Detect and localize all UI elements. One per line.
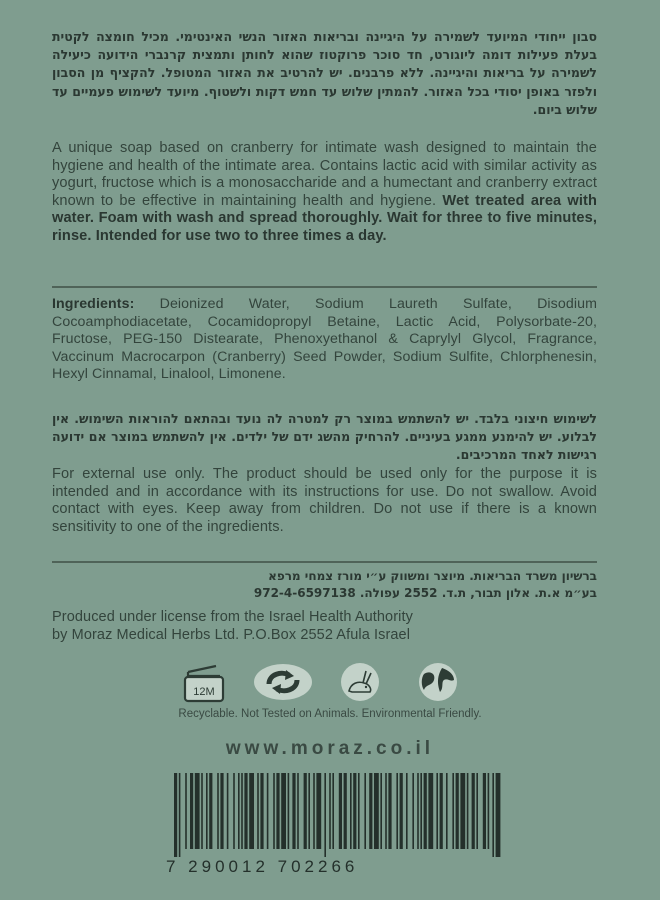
- barcode: [166, 773, 506, 883]
- ingredients-text: Deionized Water, Sodium Laureth Sulfate, Disodium Cocoamphodiacetate, Cocamidopropyl Betaine, Lactic Acid, Polysorbate-20, Fructose, PEG-150 Distearate, Phenoxyethanol & Caprylyl Glycol, Fragrance, Vaccinum Macrocarpon (Cranberry) Seed Powder, Sodium Sulfite, Chlorphenesin, Hexyl Cinnamal, Linalool, Limonene.: [52, 296, 598, 383]
- english-license-line1: Produced under license from the Israel Health Authority: [52, 609, 413, 625]
- rabbit-not-tested-icon: [336, 662, 384, 702]
- barcode-bar: [440, 773, 443, 849]
- barcode-bar: [313, 773, 315, 849]
- barcode-bar: [456, 773, 459, 849]
- eco-icons-row: [180, 662, 480, 706]
- barcode-bar: [201, 773, 203, 849]
- barcode-bar: [388, 773, 391, 849]
- barcode-bar: [369, 773, 372, 849]
- barcode-bar: [467, 773, 469, 849]
- barcode-bar: [206, 773, 208, 849]
- barcode-bar: [209, 773, 212, 849]
- barcode-bar: [396, 773, 398, 849]
- barcode-bar: [412, 773, 414, 849]
- barcode-bar: [496, 773, 501, 857]
- english-directions: Wet treated area with water. Foam with wash and spread thoroughly. Wait for three to five minutes, rinse. Intended for use two to three times a day.: [52, 192, 598, 244]
- barcode-bar: [227, 773, 229, 849]
- barcode-bar: [233, 773, 235, 849]
- english-license: [52, 608, 597, 644]
- pao-label: 12M: [193, 686, 215, 698]
- barcode-bar: [406, 773, 408, 849]
- barcode-bar: [174, 773, 177, 857]
- hebrew-license-line1: ברשיון משרד הבריאות. מיוצר ומשווק ע״י מורז צמחי מרפא: [268, 569, 597, 583]
- barcode-bar: [424, 773, 427, 849]
- english-warning: For external use only. The product should be used only for the purpose it is intended and in accordance with its instructions for use. Do not swallow. Avoid contact with eyes. Keep away from children. Do not use if there is a known sensitivity to one of the ingredients.: [52, 466, 597, 535]
- barcode-bar: [428, 773, 433, 849]
- barcode-bar: [483, 773, 486, 849]
- ingredients-block: [52, 296, 597, 384]
- barcode-bar: [260, 773, 263, 849]
- barcode-bar: [292, 773, 295, 849]
- website-url: www.moraz.co.il: [225, 738, 435, 759]
- hebrew-description: סבון ייחודי המיועד לשמירה על היגיינה ובריאות האזור הנשי האינטימי. מכיל חומצה לקטית בעלת פעילות דומה ליוגורט, חד סוכר פרוקטוז שהוא לחותן ותמצית קרנברי הידועה כיעילה לשמירה על בריאות והיגיינה. ללא פרבנים. יש להרטיב את האזור המטופל. להקציף מן הסבון ולפזר באופן יסודי בכל האזור. להמתין שלוש עד חמש דקות ולשטוף. מיועד לשימוש פעמיים עד שלוש ביום.: [52, 29, 597, 117]
- open-jar-12m-icon: [180, 662, 228, 702]
- english-description: [52, 140, 597, 246]
- barcode-bar: [420, 773, 422, 849]
- hebrew-warning: לשימוש חיצוני בלבד. יש להשתמש במוצר רק למטרה לה נועד ובהתאם להוראות השימוש. אין לבלוע. יש להימנע ממגע בעיניים. להרחיק מהשג ידם של ילדים. אין להשתמש במוצר אם ידועה רגישות לאחד המרכיבים.: [52, 411, 597, 463]
- barcode-bar: [304, 773, 307, 849]
- barcode-bar: [281, 773, 286, 849]
- barcode-bar: [364, 773, 366, 849]
- hebrew-license-line2: בע״מ א.ת. אלון תבור, ת.ד. 2552 עפולה. 972-4-6597138: [253, 586, 597, 600]
- barcode-bar: [358, 773, 360, 849]
- barcode-bar: [324, 773, 326, 857]
- barcode-bar: [452, 773, 454, 849]
- barcode-bar: [476, 773, 478, 849]
- barcode-bar: [220, 773, 223, 849]
- barcode-bar: [492, 773, 494, 857]
- barcode-bar: [472, 773, 475, 849]
- barcode-bar: [446, 773, 448, 849]
- barcode-bar: [179, 773, 181, 857]
- divider: [52, 561, 597, 563]
- barcode-bar: [185, 773, 187, 849]
- hebrew-license: [52, 568, 597, 602]
- barcode-bar: [190, 773, 193, 849]
- globe-icon: [414, 662, 462, 702]
- barcode-bar: [217, 773, 219, 849]
- barcode-bar: [488, 773, 490, 849]
- barcode-bar: [316, 773, 321, 849]
- barcode-bar: [436, 773, 438, 849]
- barcode-bar: [267, 773, 269, 849]
- barcode-bar: [288, 773, 290, 849]
- barcode-bar: [385, 773, 387, 849]
- barcode-bar: [344, 773, 347, 849]
- barcode-bar: [350, 773, 352, 849]
- barcode-bar: [241, 773, 243, 849]
- barcode-bar: [339, 773, 342, 849]
- english-description-text: A unique soap based on cranberry for intimate wash designed to maintain the hygiene and health of the intimate area. Contains lactic acid with similar activity as yogurt, fructose which is a monosaccharide and a humectant and cranberry extract known to be effective in maintaining health and hygiene.: [52, 140, 597, 209]
- barcode-bar: [308, 773, 310, 849]
- barcode-bar: [374, 773, 379, 849]
- barcode-bar: [257, 773, 259, 849]
- barcode-number: 7 290012 702266: [166, 857, 359, 876]
- barcode-bar: [249, 773, 254, 849]
- barcode-bar: [273, 773, 275, 849]
- barcode-bar: [276, 773, 279, 849]
- barcode-bar: [297, 773, 299, 849]
- barcode-bar: [332, 773, 334, 849]
- barcode-bar: [460, 773, 465, 849]
- barcode-bar: [380, 773, 382, 849]
- barcode-bar: [417, 773, 419, 849]
- divider: [52, 286, 597, 288]
- eco-claims: Recyclable. Not Tested on Animals. Environmental Friendly.: [178, 708, 482, 720]
- english-license-line2: by Moraz Medical Herbs Ltd. P.O.Box 2552 Afula Israel: [52, 627, 411, 643]
- barcode-bar: [353, 773, 356, 849]
- barcode-bar: [400, 773, 403, 849]
- barcode-bar: [244, 773, 247, 849]
- barcode-bar: [329, 773, 331, 849]
- barcode-bar: [195, 773, 200, 849]
- ingredients-label: Ingredients:: [52, 296, 135, 312]
- barcode-bars: [166, 773, 506, 857]
- barcode-bar: [238, 773, 240, 849]
- recycle-icon: [252, 662, 300, 702]
